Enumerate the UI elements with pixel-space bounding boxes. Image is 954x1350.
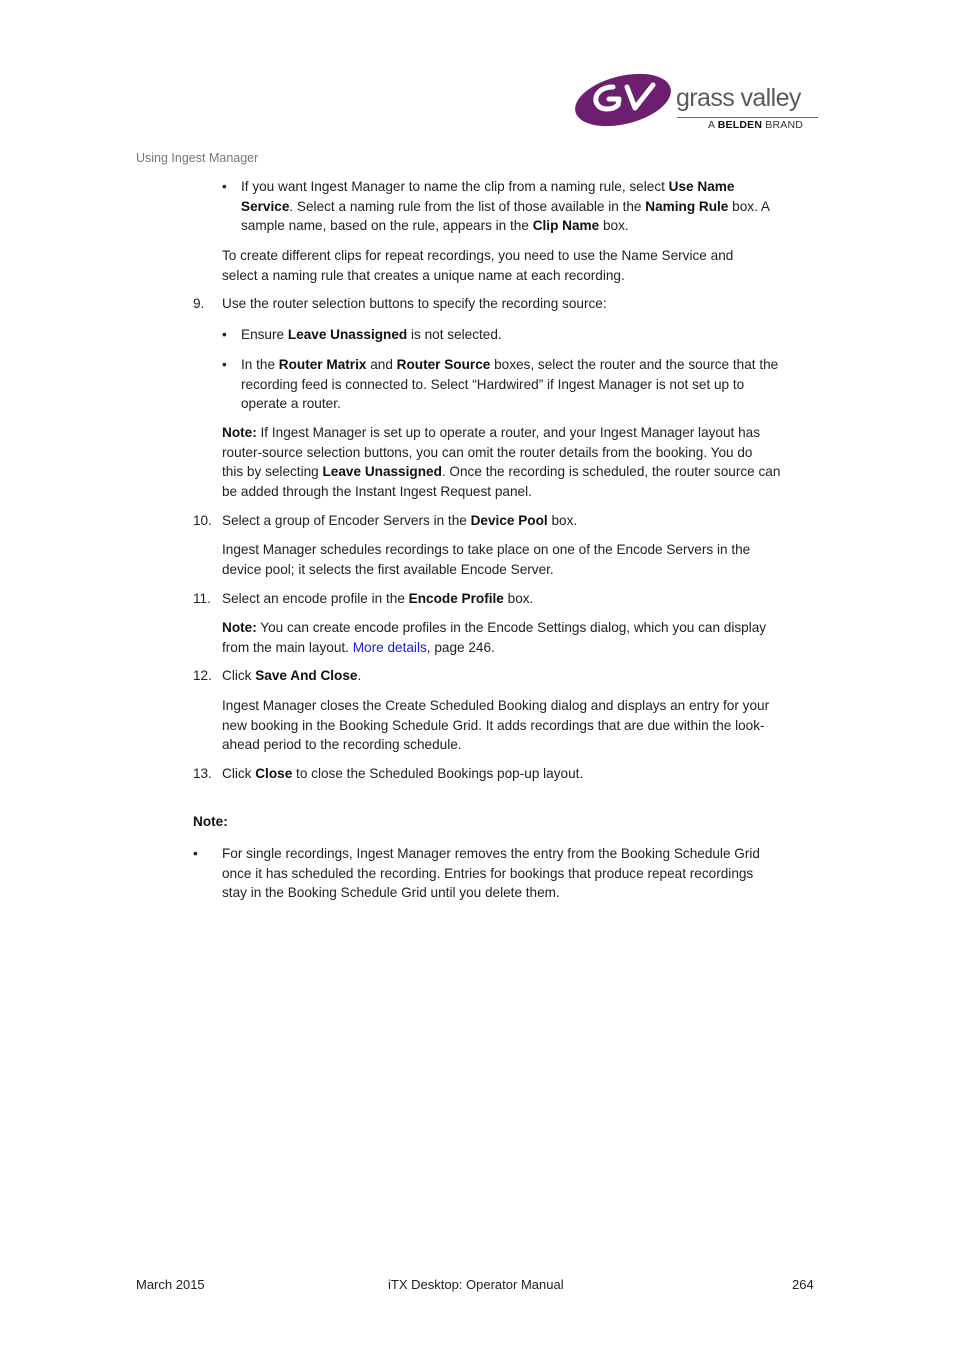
note-router: Note: If Ingest Manager is set up to operate a router, and your Ingest Manager layout has router-source selection buttons, you can omit the router details from the booking. You do this by selecting Leave Unassigned. Once the recording is scheduled, the router source can be added through the Instant Ingest Request panel. xyxy=(222,425,781,499)
step-12-text: Click Save And Close. xyxy=(222,668,362,683)
bullet-icon: • xyxy=(193,846,198,861)
paragraph-repeat-recordings: To create different clips for repeat recordings, you need to use the Name Service and select a naming rule that creates a unique name at each recording. xyxy=(222,248,734,283)
step-11-text: Select an encode profile in the Encode Profile box. xyxy=(222,591,534,606)
paragraph-booking-grid: Ingest Manager closes the Create Scheduled Booking dialog and displays an entry for your new booking in the Booking Schedule Grid. It adds recordings that are due within the look- ahead period to the recording schedule. xyxy=(222,698,770,752)
step-number-12: 12. xyxy=(193,668,212,683)
step-number-10: 10. xyxy=(193,513,212,528)
brand-tagline: A BELDEN BRAND xyxy=(708,119,804,131)
gv-logo-icon xyxy=(573,70,683,130)
step-number-13: 13. xyxy=(193,766,212,781)
more-details-link[interactable]: More details xyxy=(352,639,427,655)
brand-name: grass valley xyxy=(676,84,801,112)
footer-title: iTX Desktop: Operator Manual xyxy=(388,1277,564,1292)
bullet-leave-unassigned: • Ensure Leave Unassigned is not selected. xyxy=(241,325,821,345)
page-number: 264 xyxy=(792,1277,814,1292)
bullet-icon: • xyxy=(222,179,227,194)
step-9-text: Use the router selection buttons to specify the recording source: xyxy=(222,296,607,311)
note-single-recordings: For single recordings, Ingest Manager removes the entry from the Booking Schedule Grid once it has scheduled the recording. Entries for bookings that produce repeat recordings stay in the Booking Schedule Grid until you delete them. xyxy=(222,846,760,900)
paragraph-device-pool: Ingest Manager schedules recordings to take place on one of the Encode Servers in the device pool; it selects the first available Encode Server. xyxy=(222,542,751,577)
brand-divider xyxy=(677,117,818,118)
section-title: Using Ingest Manager xyxy=(136,151,259,165)
step-10-text: Select a group of Encoder Servers in the Device Pool box. xyxy=(222,513,578,528)
step-13-text: Click Close to close the Scheduled Bookings pop-up layout. xyxy=(222,766,584,781)
step-number-11: 11. xyxy=(193,591,211,606)
bullet-icon: • xyxy=(222,357,227,372)
bullet-icon: • xyxy=(222,327,227,342)
bullet-use-name-service: • If you want Ingest Manager to name the clip from a naming rule, select Use Name Service. Select a naming rule from the list of those available in the Naming Rule box. A sample name, based on the rule, appears in the Clip Name box. xyxy=(222,179,770,233)
bullet-router-matrix: • In the Router Matrix and Router Source boxes, select the router and the source that the recording feed is connected to. Select “Hardwired” if Ingest Manager is not set up to operate a router. xyxy=(222,357,779,411)
note-heading: Note: xyxy=(193,814,228,829)
footer-date: March 2015 xyxy=(136,1277,205,1292)
step-number-9: 9. xyxy=(193,296,205,311)
note-encode-profiles: Note: You can create encode profiles in the Encode Settings dialog, which you can display from the main layout. More details, page 246. xyxy=(222,620,767,655)
